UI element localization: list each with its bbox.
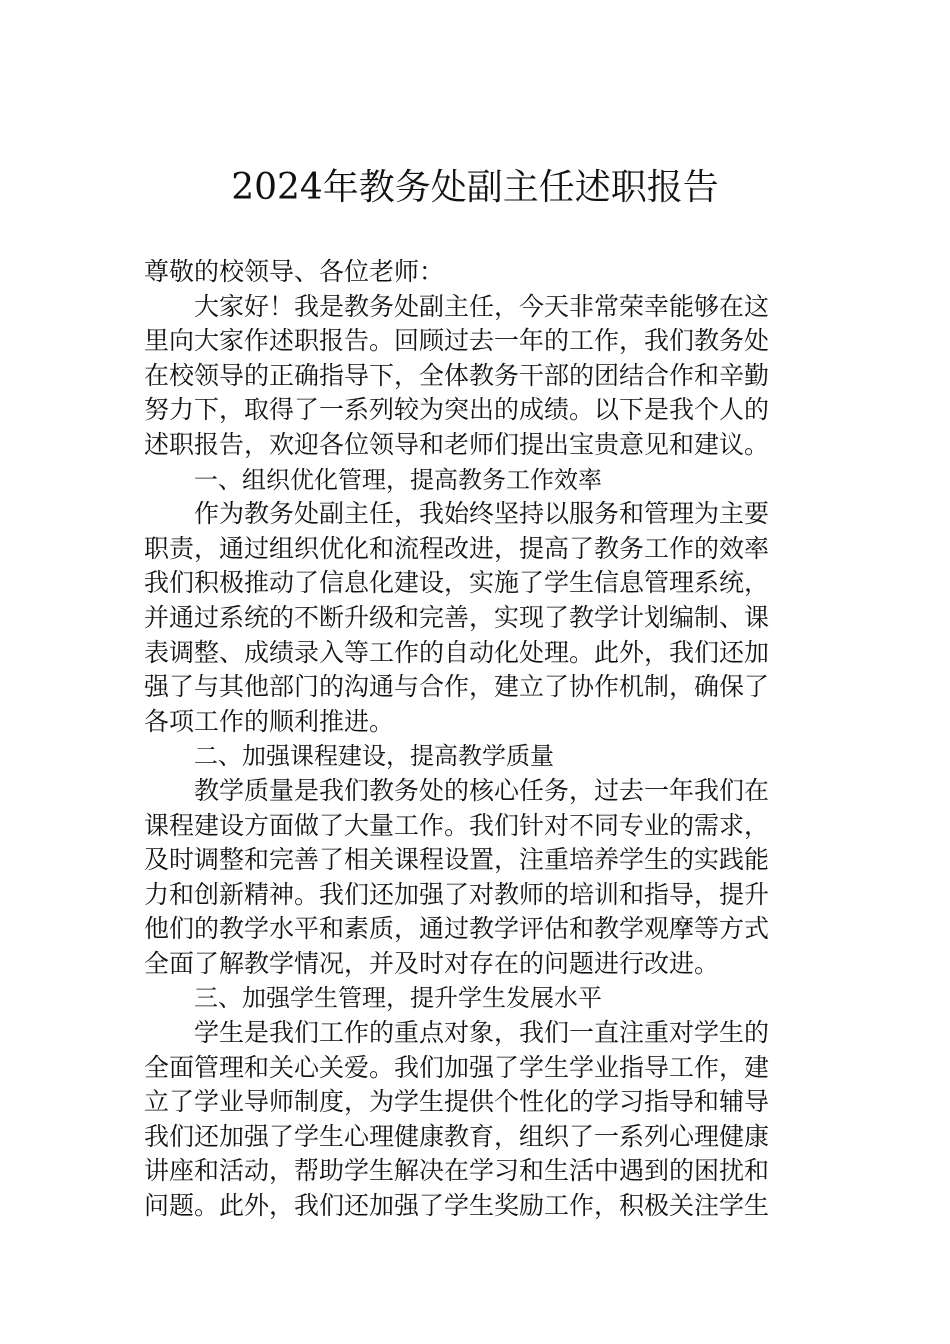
paragraph-line: 学生是我们工作的重点对象，我们一直注重对学生的 bbox=[194, 1018, 770, 1048]
paragraph-line: 尊敬的校领导、各位老师： bbox=[144, 257, 445, 286]
paragraph-line: 全面管理和关心关爱。我们加强了学生学业指导工作，建 bbox=[144, 1052, 770, 1082]
paragraph-line: 及时调整和完善了相关课程设置，注重培养学生的实践能 bbox=[144, 845, 770, 875]
paragraph-line: 努力下，取得了一系列较为突出的成绩。以下是我个人的 bbox=[144, 395, 770, 425]
document-title: 2024年教务处副主任述职报告 bbox=[231, 167, 719, 208]
paragraph-line: 立了学业导师制度，为学生提供个性化的学习指导和辅导 bbox=[144, 1087, 770, 1117]
paragraph-line: 表调整、成绩录入等工作的自动化处理。此外，我们还加 bbox=[144, 637, 770, 667]
paragraph-line: 述职报告，欢迎各位领导和老师们提出宝贵意见和建议。 bbox=[144, 429, 770, 459]
paragraph-line: 讲座和活动，帮助学生解决在学习和生活中遇到的困扰和 bbox=[144, 1156, 770, 1186]
paragraph-line: 强了与其他部门的沟通与合作，建立了协作机制，确保了 bbox=[144, 672, 770, 702]
paragraph-line: 教学质量是我们教务处的核心任务，过去一年我们在 bbox=[194, 775, 770, 805]
paragraph-line: 全面了解教学情况，并及时对存在的问题进行改进。 bbox=[144, 948, 720, 978]
paragraph-line: 并通过系统的不断升级和完善，实现了教学计划编制、课 bbox=[144, 602, 770, 632]
paragraph-line: 我们积极推动了信息化建设，实施了学生信息管理系统， bbox=[144, 568, 770, 598]
paragraph-line: 他们的教学水平和素质，通过教学评估和教学观摩等方式 bbox=[144, 914, 770, 944]
paragraph-line: 我们还加强了学生心理健康教育，组织了一系列心理健康 bbox=[144, 1121, 770, 1151]
paragraph-line: 在校领导的正确指导下，全体教务干部的团结合作和辛勤 bbox=[144, 360, 770, 390]
section-heading: 二、加强课程建设，提高教学质量 bbox=[194, 742, 554, 771]
section-heading: 一、组织优化管理，提高教务工作效率 bbox=[194, 465, 602, 494]
paragraph-line: 问题。此外，我们还加强了学生奖励工作，积极关注学生 bbox=[144, 1191, 770, 1221]
paragraph-line: 作为教务处副主任，我始终坚持以服务和管理为主要 bbox=[194, 499, 770, 529]
section-heading: 三、加强学生管理，提升学生发展水平 bbox=[194, 984, 602, 1013]
paragraph-line: 各项工作的顺利推进。 bbox=[144, 706, 395, 736]
document-body bbox=[144, 255, 808, 1224]
paragraph-line: 大家好！我是教务处副主任，今天非常荣幸能够在这 bbox=[194, 291, 770, 321]
paragraph-line: 职责，通过组织优化和流程改进，提高了教务工作的效率 bbox=[144, 533, 770, 563]
paragraph-line: 里向大家作述职报告。回顾过去一年的工作，我们教务处 bbox=[144, 326, 770, 356]
paragraph-line: 课程建设方面做了大量工作。我们针对不同专业的需求， bbox=[144, 810, 770, 840]
paragraph-line: 力和创新精神。我们还加强了对教师的培训和指导，提升 bbox=[144, 879, 770, 909]
